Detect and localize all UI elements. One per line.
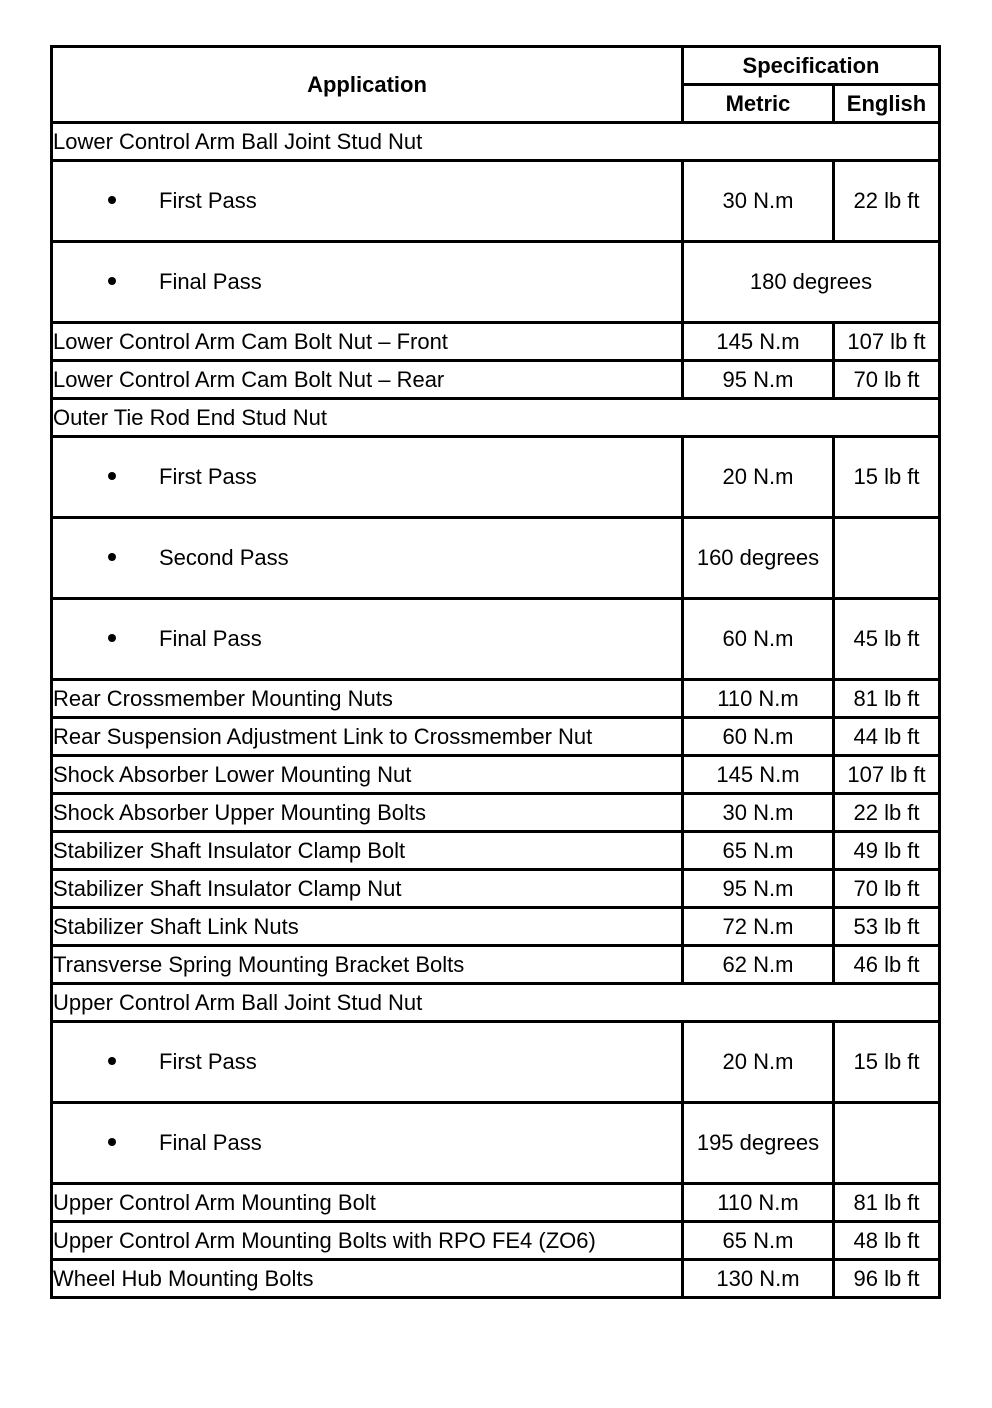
table-row	[52, 1260, 940, 1298]
header-application: Application	[52, 47, 683, 123]
english-cell: 48 lb ft	[834, 1222, 940, 1260]
table-row	[52, 832, 940, 870]
english-cell: 70 lb ft	[834, 361, 940, 399]
english-cell: 96 lb ft	[834, 1260, 940, 1298]
application-cell: Upper Control Arm Mounting Bolt	[52, 1184, 683, 1222]
metric-cell: 95 N.m	[683, 361, 834, 399]
pass-cell	[52, 437, 683, 518]
pass-label: Final Pass	[159, 1130, 262, 1155]
english-cell: 46 lb ft	[834, 946, 940, 984]
table-row	[52, 908, 940, 946]
bullet-icon	[108, 634, 116, 642]
metric-cell: 30 N.m	[683, 161, 834, 242]
metric-cell: 95 N.m	[683, 870, 834, 908]
application-cell: Stabilizer Shaft Link Nuts	[52, 908, 683, 946]
pass-cell	[52, 161, 683, 242]
metric-cell: 20 N.m	[683, 1022, 834, 1103]
metric-cell: 20 N.m	[683, 437, 834, 518]
table-row	[52, 361, 940, 399]
pass-cell	[52, 1022, 683, 1103]
english-cell: 53 lb ft	[834, 908, 940, 946]
bullet-icon	[108, 277, 116, 285]
english-cell	[834, 518, 940, 599]
table-row	[52, 161, 940, 242]
english-cell: 81 lb ft	[834, 1184, 940, 1222]
application-cell: Rear Crossmember Mounting Nuts	[52, 680, 683, 718]
application-cell: Shock Absorber Upper Mounting Bolts	[52, 794, 683, 832]
table-row	[52, 599, 940, 680]
pass-label: First Pass	[159, 1049, 257, 1074]
english-cell: 81 lb ft	[834, 680, 940, 718]
group-label: Lower Control Arm Ball Joint Stud Nut	[52, 123, 940, 161]
spec-merged-cell: 180 degrees	[683, 242, 940, 323]
metric-cell: 195 degrees	[683, 1103, 834, 1184]
pass-cell	[52, 518, 683, 599]
table-row	[52, 680, 940, 718]
application-cell: Upper Control Arm Mounting Bolts with RPO FE4 (ZO6)	[52, 1222, 683, 1260]
application-cell: Lower Control Arm Cam Bolt Nut – Front	[52, 323, 683, 361]
metric-cell: 145 N.m	[683, 323, 834, 361]
english-cell: 22 lb ft	[834, 794, 940, 832]
metric-cell: 65 N.m	[683, 1222, 834, 1260]
metric-cell: 60 N.m	[683, 599, 834, 680]
metric-cell: 65 N.m	[683, 832, 834, 870]
metric-cell: 60 N.m	[683, 718, 834, 756]
table-row	[52, 756, 940, 794]
bullet-icon	[108, 1057, 116, 1065]
metric-cell: 130 N.m	[683, 1260, 834, 1298]
table-row	[52, 1022, 940, 1103]
english-cell: 15 lb ft	[834, 437, 940, 518]
pass-cell	[52, 242, 683, 323]
english-cell: 107 lb ft	[834, 323, 940, 361]
table-row	[52, 870, 940, 908]
group-label: Outer Tie Rod End Stud Nut	[52, 399, 940, 437]
pass-label: First Pass	[159, 464, 257, 489]
table-row	[52, 718, 940, 756]
table-row	[52, 242, 940, 323]
english-cell: 15 lb ft	[834, 1022, 940, 1103]
english-cell: 44 lb ft	[834, 718, 940, 756]
bullet-icon	[108, 553, 116, 561]
metric-cell: 62 N.m	[683, 946, 834, 984]
application-cell: Stabilizer Shaft Insulator Clamp Nut	[52, 870, 683, 908]
table-row	[52, 323, 940, 361]
metric-cell: 145 N.m	[683, 756, 834, 794]
metric-cell: 110 N.m	[683, 1184, 834, 1222]
english-cell: 107 lb ft	[834, 756, 940, 794]
group-row	[52, 984, 940, 1022]
pass-cell	[52, 599, 683, 680]
application-cell: Transverse Spring Mounting Bracket Bolts	[52, 946, 683, 984]
pass-label: Final Pass	[159, 269, 262, 294]
bullet-icon	[108, 196, 116, 204]
header-english: English	[834, 85, 940, 123]
table-row	[52, 518, 940, 599]
english-cell: 45 lb ft	[834, 599, 940, 680]
pass-label: Second Pass	[159, 545, 289, 570]
bullet-icon	[108, 1138, 116, 1146]
bullet-icon	[108, 472, 116, 480]
group-row	[52, 123, 940, 161]
application-cell: Shock Absorber Lower Mounting Nut	[52, 756, 683, 794]
table-row	[52, 1184, 940, 1222]
table-row	[52, 946, 940, 984]
pass-label: Final Pass	[159, 626, 262, 651]
group-row	[52, 399, 940, 437]
table-row	[52, 1103, 940, 1184]
metric-cell: 30 N.m	[683, 794, 834, 832]
header-specification: Specification	[683, 47, 940, 85]
application-cell: Stabilizer Shaft Insulator Clamp Bolt	[52, 832, 683, 870]
application-cell: Wheel Hub Mounting Bolts	[52, 1260, 683, 1298]
english-cell: 22 lb ft	[834, 161, 940, 242]
torque-spec-table	[50, 45, 941, 1299]
pass-cell	[52, 1103, 683, 1184]
application-cell: Lower Control Arm Cam Bolt Nut – Rear	[52, 361, 683, 399]
header-metric: Metric	[683, 85, 834, 123]
table-row	[52, 794, 940, 832]
group-label: Upper Control Arm Ball Joint Stud Nut	[52, 984, 940, 1022]
english-cell: 49 lb ft	[834, 832, 940, 870]
english-cell: 70 lb ft	[834, 870, 940, 908]
pass-label: First Pass	[159, 188, 257, 213]
table-row	[52, 437, 940, 518]
table-row	[52, 1222, 940, 1260]
english-cell	[834, 1103, 940, 1184]
metric-cell: 110 N.m	[683, 680, 834, 718]
metric-cell: 160 degrees	[683, 518, 834, 599]
metric-cell: 72 N.m	[683, 908, 834, 946]
application-cell: Rear Suspension Adjustment Link to Crossmember Nut	[52, 718, 683, 756]
